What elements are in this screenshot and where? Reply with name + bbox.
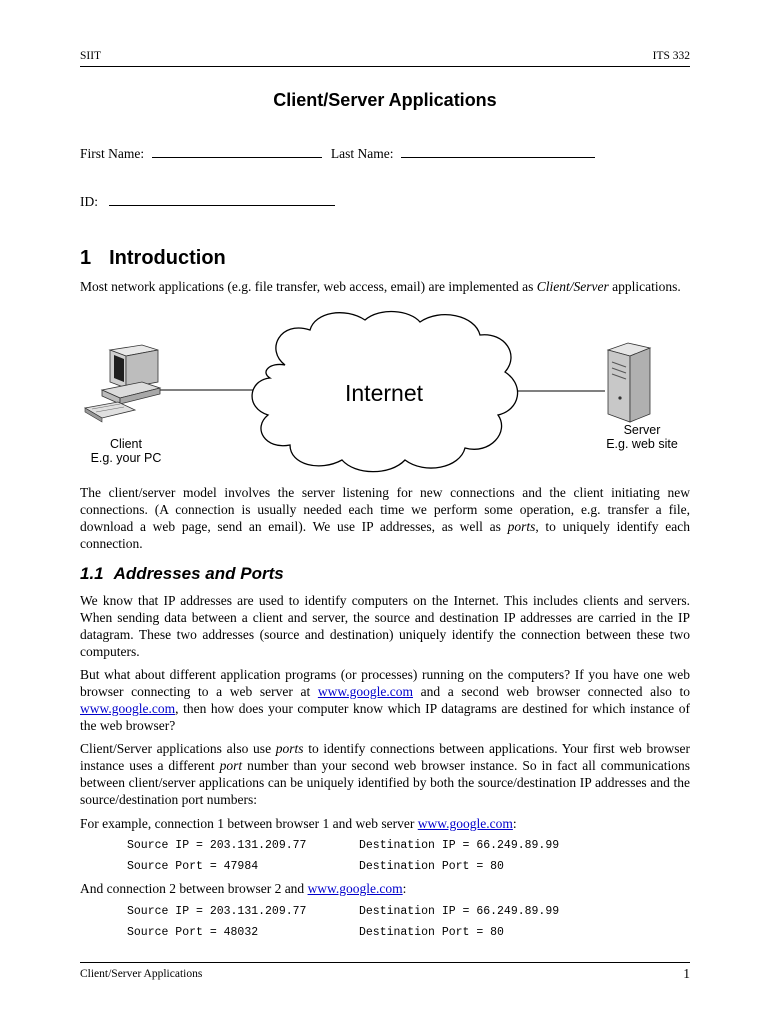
id-line[interactable] <box>109 193 335 206</box>
apps-text-c: , then how does your computer know which IP datagrams are destined for which instance of the web browser? <box>80 701 690 733</box>
ports-text-b: to identify connections between applications. Your first web browser instance uses a different <box>80 741 690 773</box>
example-2-intro <box>80 880 690 897</box>
example-1-end: : <box>512 816 517 831</box>
example-1-source-port: Source Port = 47984 <box>127 860 259 873</box>
section-1-1-title: Addresses and Ports <box>113 564 284 583</box>
header-right: ITS 332 <box>652 50 690 62</box>
intro-paragraph <box>80 278 690 295</box>
example-1-text: For example, connection 1 between browser 1 and web server <box>80 816 418 831</box>
ip-addresses-paragraph: We know that IP addresses are used to identify computers on the Internet. This includes clients and servers. When sending data between a client and server, the source and destination IP addresses are carried in the IP datagram. These two addresses (source and destination) uniquely identify the connection between these two computers. <box>80 593 690 659</box>
example-2-end: : <box>402 881 407 896</box>
section-1-heading <box>80 247 226 270</box>
example-1-destination-port: Destination Port = 80 <box>359 860 504 873</box>
section-1-1-heading <box>80 564 284 584</box>
apps-text-b: and a second web browser connected also to <box>412 684 690 699</box>
example-2-source-port: Source Port = 48032 <box>127 926 259 939</box>
server-tower-icon <box>608 343 650 422</box>
last-name-line[interactable] <box>401 145 595 158</box>
intro-emph: Client/Server <box>536 279 609 294</box>
document-title: Client/Server Applications <box>273 90 497 110</box>
section-1-1-number: 1.1 <box>80 564 104 583</box>
google-link-3[interactable]: www.google.com <box>417 816 513 831</box>
intro-text: Most network applications (e.g. file transfer, web access, email) are implemented as <box>80 279 537 294</box>
page-header <box>80 50 690 67</box>
client-label-line-2: E.g. your PC <box>90 451 162 465</box>
header-left: SIIT <box>80 50 102 62</box>
section-1-title: Introduction <box>109 247 226 269</box>
page-footer <box>80 962 690 983</box>
example-2-source-ip: Source IP = 203.131.209.77 <box>127 905 307 918</box>
server-label-line-1: Server <box>623 423 661 437</box>
server-label <box>592 423 692 451</box>
ports-text-a: Client/Server applications also use <box>80 741 276 756</box>
google-link-1[interactable]: www.google.com <box>317 684 413 699</box>
model-emph: ports <box>507 519 536 534</box>
applications-paragraph <box>80 666 690 734</box>
ports-emph-1: ports <box>275 741 304 756</box>
example-1-destination-ip: Destination IP = 66.249.89.99 <box>359 839 560 852</box>
google-link-2[interactable]: www.google.com <box>80 701 176 716</box>
first-name-line[interactable] <box>152 145 322 158</box>
client-label <box>82 437 170 465</box>
desktop-computer-icon <box>85 345 160 422</box>
example-2-destination-port: Destination Port = 80 <box>359 926 504 939</box>
apps-text-a: But what about different application programs (or processes) running on the computers? If you have one web browser connecting to a web server at <box>80 667 690 699</box>
client-server-model-paragraph <box>80 484 690 552</box>
example-2-text: And connection 2 between browser 2 and <box>80 881 308 896</box>
ports-text-c: number than your second web browser instance. So in fact all communications between client/server applications can be uniquely identified by both the source/destination IP addresses and the source/destination port numbers: <box>80 758 691 807</box>
server-label-line-2: E.g. web site <box>606 437 678 451</box>
name-fields <box>80 145 595 162</box>
client-server-diagram <box>80 310 690 480</box>
id-field <box>80 193 335 210</box>
last-name-label: Last Name: <box>330 146 394 161</box>
section-1-number: 1 <box>80 247 92 269</box>
first-name-label: First Name: <box>80 146 145 161</box>
footer-title: Client/Server Applications <box>80 968 203 980</box>
ports-emph-2: port <box>219 758 243 773</box>
intro-end: applications. <box>608 279 681 294</box>
model-text-b: , to uniquely identify each connection. <box>80 519 690 551</box>
client-label-line-1: Client <box>110 437 142 451</box>
google-link-4[interactable]: www.google.com <box>307 881 403 896</box>
id-label: ID: <box>80 194 98 209</box>
ports-paragraph <box>80 740 690 808</box>
model-text-a: The client/server model involves the server listening for new connections and the client initiating new connections. (A connection is usually needed each time we perform some operation, e.g. transfer a file, download a web page, send an email). We use IP addresses, as well as <box>80 485 690 534</box>
example-1-source-ip: Source IP = 203.131.209.77 <box>127 839 307 852</box>
example-2-destination-ip: Destination IP = 66.249.89.99 <box>359 905 560 918</box>
page-number: 1 <box>683 966 690 981</box>
internet-label: Internet <box>345 380 423 406</box>
example-1-intro <box>80 815 690 832</box>
